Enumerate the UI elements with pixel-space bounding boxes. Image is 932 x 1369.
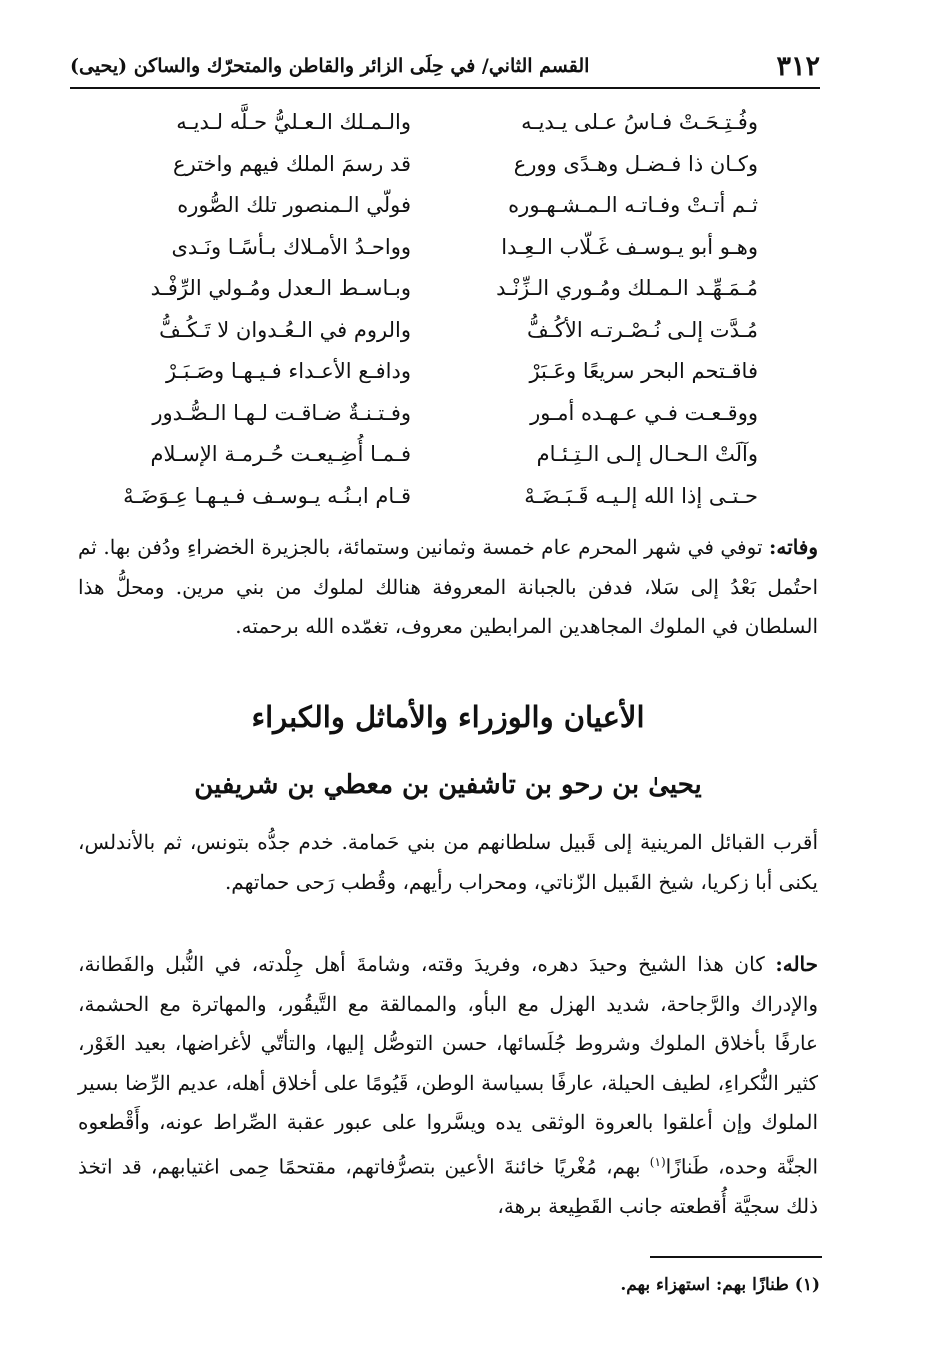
footnote: (١) طنازًا بهم: استهزاء بهم. [620, 1275, 820, 1295]
running-title: القسم الثاني/ في حِلَى الزائر والقاطن والمتحرّك والساكن (يحيى) [70, 55, 590, 77]
verse-second-hemistich: فولّي الـمنصور تلك الصُّوره [177, 193, 411, 218]
footnote-ref: (١) [649, 1154, 666, 1169]
origin-paragraph: أقرب القبائل المرينية إلى قَبيل سلطانهم من بني حَمامة. خدم جدُّه بتونس، ثم بالأندلس، يكنى أبا زكريا، شيخ القَبيل الزّناتي، ومحراب رأيهم، وقُطب رَحى حماتهم. [78, 830, 818, 894]
verse-second-hemistich: والـمـلك الـعـليُّ حـلَّه لـديـه [176, 110, 411, 135]
verse-second-hemistich: قـام ابـنُـه يـوسـف فـيـهـا عِـوَضَـهْ [123, 483, 411, 508]
verse-row [120, 102, 770, 144]
verse-first-hemistich: ووقـعـت فـي عـهـده أمـور [530, 400, 758, 425]
verse-second-hemistich: فـمـا أُضِـيعـت حُـرمـة الإسـلام [150, 442, 411, 467]
verse-second-hemistich: وفـتـنـةٌ ضـاقـت لـهـا الـصُّـدور [152, 400, 411, 425]
verse-row [120, 268, 770, 310]
status-paragraph [78, 945, 818, 1226]
verse-first-hemistich: وكـان ذا فـضـل وهـدًى وورع [513, 151, 758, 176]
verse-row [120, 351, 770, 393]
running-head [70, 46, 820, 86]
verse-first-hemistich: حـتـى إذا الله إلـيـه قَـبَـضَـهْ [524, 483, 758, 508]
status-text-b: بهم، مُغْريًا خائنةَ الأعين بتصرُّفاتهم، مقتحمًا حِمى اغتيابهم، قد اتخذ ذلك سجيَّة أُقطعته جانب القَطِيعة برهة، [78, 1154, 818, 1218]
death-label: وفاته: [769, 535, 818, 559]
person-heading: يحيىٰ بن رحو بن تاشفين بن معطي بن شريفين [194, 770, 702, 800]
verse-first-hemistich: فاقـتحم البحر سريعًا وعَـبَرْ [529, 359, 758, 384]
verse-row [120, 434, 770, 476]
poem [120, 102, 770, 517]
verse-first-hemistich: وهـو أبو يـوسـف غَـلّاب الـعِـدا [501, 234, 758, 259]
verse-row [120, 144, 770, 186]
verse-second-hemistich: وواحـدُ الأمـلاك بـأسًـا ونَـدى [171, 234, 411, 259]
verse-row [120, 227, 770, 269]
verse-row [120, 476, 770, 518]
header-rule [70, 87, 820, 89]
verse-second-hemistich: والروم في الـعُـدوان لا تَـكُـفُّ [159, 317, 411, 342]
verse-second-hemistich: قد رسمَ الملك فيهم واخترع [173, 151, 411, 176]
status-text-a: كان هذا الشيخ وحيدَ دهره، وفريدَ وقته، وشامةَ أهل جِلْدته، في النُّبل والفَطانة، والإدراك والرَّجاحة، شديد الهزل مع البأو، والممالقة مع التَّيقُور، والمهاترة مع الحشمة، عارفًا بأخلاق الملوك وشروط جُلَسائها، حسن التوصُّل إليها، والتأتّي لأغراضها، بعيد الغَوْر، كثير النُّكراءِ، لطيف الحيلة، عارفًا بسياسة الوطن، قَيُومًا على أخلاق أهله، عديم الرِّضا بسير الملوك وإن أعلقوا بالعروة الوثقى يده ويسَّروا على عبور عقبة الصِّراط عونه، وأَقْطعوه الجنَّة وحده، طَنازًا [78, 952, 819, 1179]
status-label: حاله: [775, 952, 819, 976]
verse-first-hemistich: وفُـتِـحَـتْ فـاسُ عـلى يـديـه [521, 110, 758, 135]
death-paragraph [78, 528, 818, 647]
verse-first-hemistich: مُـمَـهِّـد الـمـلك ومُـوري الـزِّنْـد [496, 276, 758, 301]
verse-second-hemistich: وبـاسـط الـعدل ومُـولي الرِّفْـد [150, 276, 411, 301]
page-number: ٣١٢ [776, 50, 820, 82]
verse-first-hemistich: وآلَتْ الـحـال إلـى الـتِـئـام [536, 442, 758, 467]
verse-first-hemistich: مُـدَّت إلـى نُـصْـرتـه الأكُـفُّ [526, 317, 758, 342]
verse-first-hemistich: ثـم أتـتْ وفـاتـه الـمـشـهـوره [508, 193, 758, 218]
verse-row [120, 393, 770, 435]
verse-row [120, 185, 770, 227]
section-heading: الأعيان والوزراء والأماثل والكبراء [251, 700, 645, 734]
footnote-rule [650, 1256, 822, 1258]
verse-second-hemistich: ودافـع الأعـداء فـيـهـا وصَـبَـرْ [165, 359, 411, 384]
death-text: توفي في شهر المحرم عام خمسة وثمانين وستمائة، بالجزيرة الخضراءِ ودُفن بها. ثم احتُمل بَعْدُ إلى سَلا، فدفن بالجبانة المعروفة هنالك لملوك من بني مرين. ومحلُّ هذا السلطان في الملوك المجاهدين المرابطين معروف، تغمّده الله برحمته. [78, 535, 818, 638]
verse-row [120, 310, 770, 352]
